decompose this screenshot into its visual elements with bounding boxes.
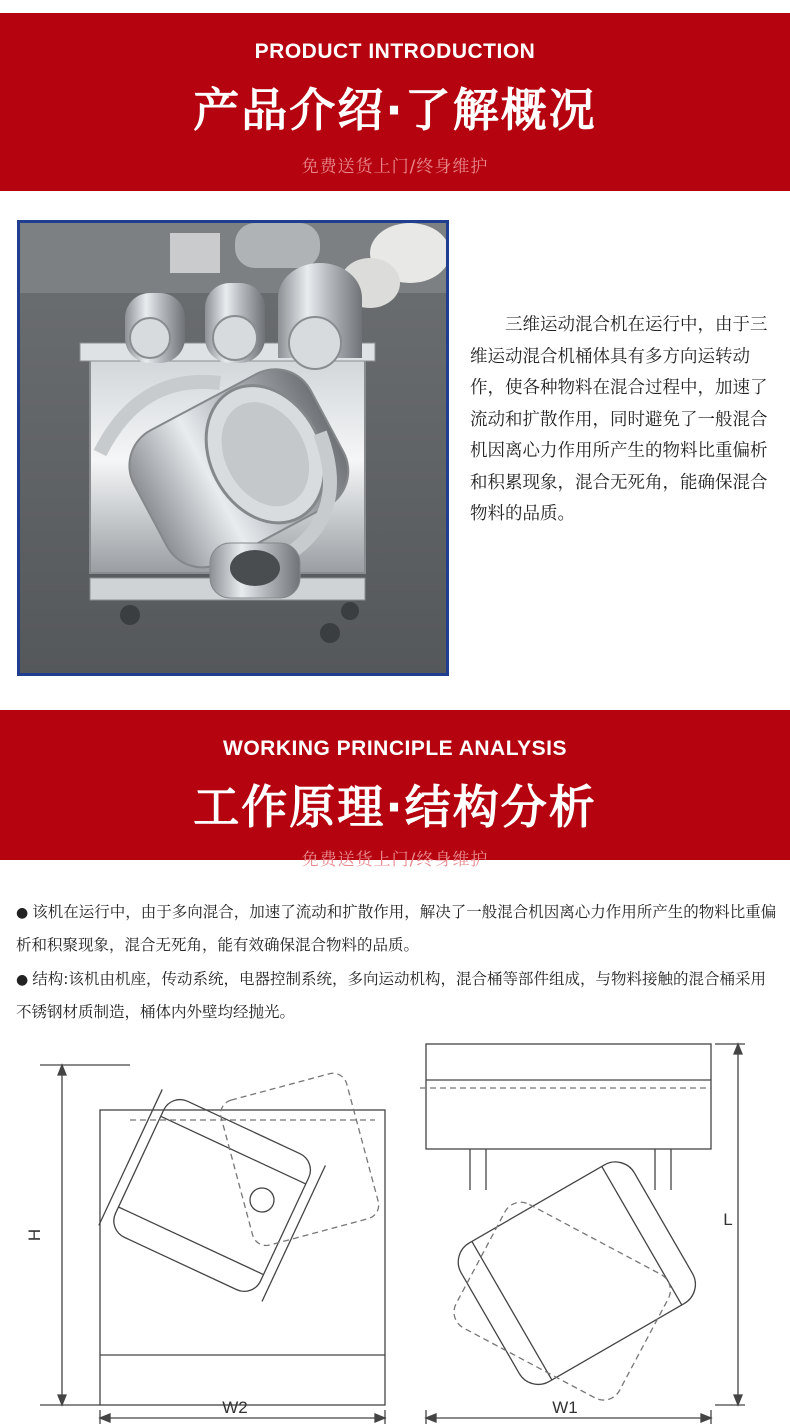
principle-bullets bbox=[16, 896, 778, 1030]
banner-title-en: PRODUCT INTRODUCTION bbox=[254, 40, 536, 63]
bullet-text: 该机在运行中，由于多向混合，加速了流动和扩散作用，解决了一般混合机因离心力作用所产生的物料比重偏析和积聚现象，混合无死角，能有效确保混合物料的品质。 bbox=[16, 903, 777, 954]
product-introduction-banner bbox=[0, 13, 790, 191]
banner-subtitle: 免费送货上门/终身维护 bbox=[301, 157, 489, 177]
intro-paragraph: 三维运动混合机在运行中，由于三维运动混合机桶体具有多方向运转动作，使各种物料在混合过程中，加速了流动和扩散作用，同时避免了一般混合机因离心力作用所产生的物料比重偏析和积累现象，混合无死角，能确保混合物料的品质。 bbox=[470, 315, 768, 524]
structure-diagram bbox=[0, 1030, 790, 1426]
banner-title-en: WORKING PRINCIPLE ANALYSIS bbox=[223, 737, 567, 760]
bullet-text: 结构:该机由机座，传动系统，电器控制系统，多向运动机构，混合桶等部件组成，与物料接触的混合桶采用不锈钢材质制造，桶体内外壁均经抛光。 bbox=[16, 970, 766, 1021]
dimension-label-h: H bbox=[25, 1228, 44, 1242]
mixer-machine-illustration bbox=[20, 223, 446, 673]
banner-title-zh: 产品介绍·了解概况 bbox=[193, 83, 597, 137]
dimension-label-l: L bbox=[723, 1210, 733, 1229]
banner-subtitle: 免费送货上门/终身维护 bbox=[301, 850, 489, 870]
working-principle-banner bbox=[0, 710, 790, 870]
dimension-label-w2: W2 bbox=[222, 1398, 248, 1417]
product-photo bbox=[17, 220, 449, 676]
bullet-dot-icon: ● bbox=[16, 972, 29, 988]
bullet-item bbox=[16, 963, 778, 1028]
bullet-dot-icon: ● bbox=[16, 905, 29, 921]
banner-title-zh: 工作原理·结构分析 bbox=[193, 780, 597, 834]
bullet-item bbox=[16, 896, 778, 961]
dimension-label-w1: W1 bbox=[552, 1398, 578, 1417]
